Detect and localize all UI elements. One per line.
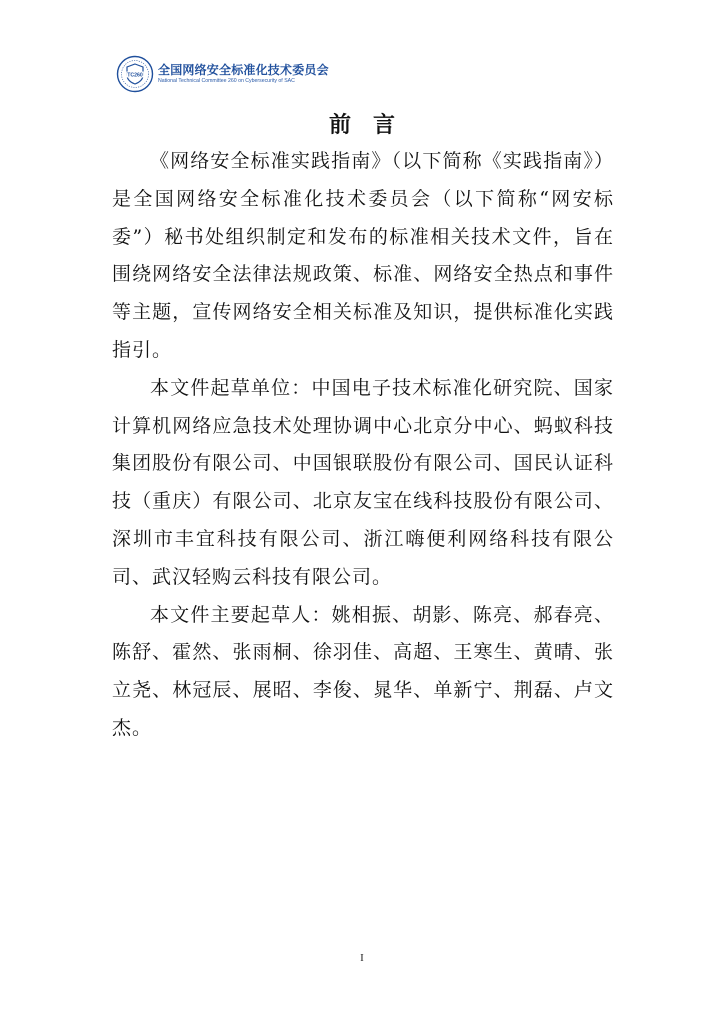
preface-body (112, 143, 614, 748)
paragraph-drafters: 本文件主要起草人：姚相振、胡影、陈亮、郝春亮、陈舒、霍然、张雨桐、徐羽佳、高超、王寒生、黄晴、张立尧、林冠辰、展昭、李俊、晁华、单新宁、荆磊、卢文杰。 (112, 603, 614, 739)
paragraph-intro: 《网络安全标准实践指南》（以下简称《实践指南》）是全国网络安全标准化技术委员会（以下简称“网安标委”）秘书处组织制定和发布的标准相关技术文件，旨在围绕网络安全法律法规政策、标准、网络安全热点和事件等主题，宣传网络安全相关标准及知识，提供标准化实践指引。 (112, 150, 614, 361)
seal-logo-icon (116, 55, 154, 93)
organization-name-cn: 全国网络安全标准化技术委员会 (158, 63, 329, 77)
page-title: 前言 (328, 113, 417, 138)
seal-text: TC260 (127, 72, 143, 79)
document-header (116, 54, 329, 94)
paragraph-drafting-units: 本文件起草单位：中国电子技术标准化研究院、国家计算机网络应急技术处理协调中心北京分中心、蚂蚁科技集团股份有限公司、中国银联股份有限公司、国民认证科技（重庆）有限公司、北京友宝在线科技股份有限公司、深圳市丰宜科技有限公司、浙江嗨便利网络科技有限公司、武汉轻购云科技有限公司。 (112, 376, 614, 588)
organization-name-en: National Technical Committee 260 on Cybersecurity of SAC (158, 78, 295, 84)
page-number: I (360, 952, 364, 964)
organization-name-block (158, 63, 329, 85)
